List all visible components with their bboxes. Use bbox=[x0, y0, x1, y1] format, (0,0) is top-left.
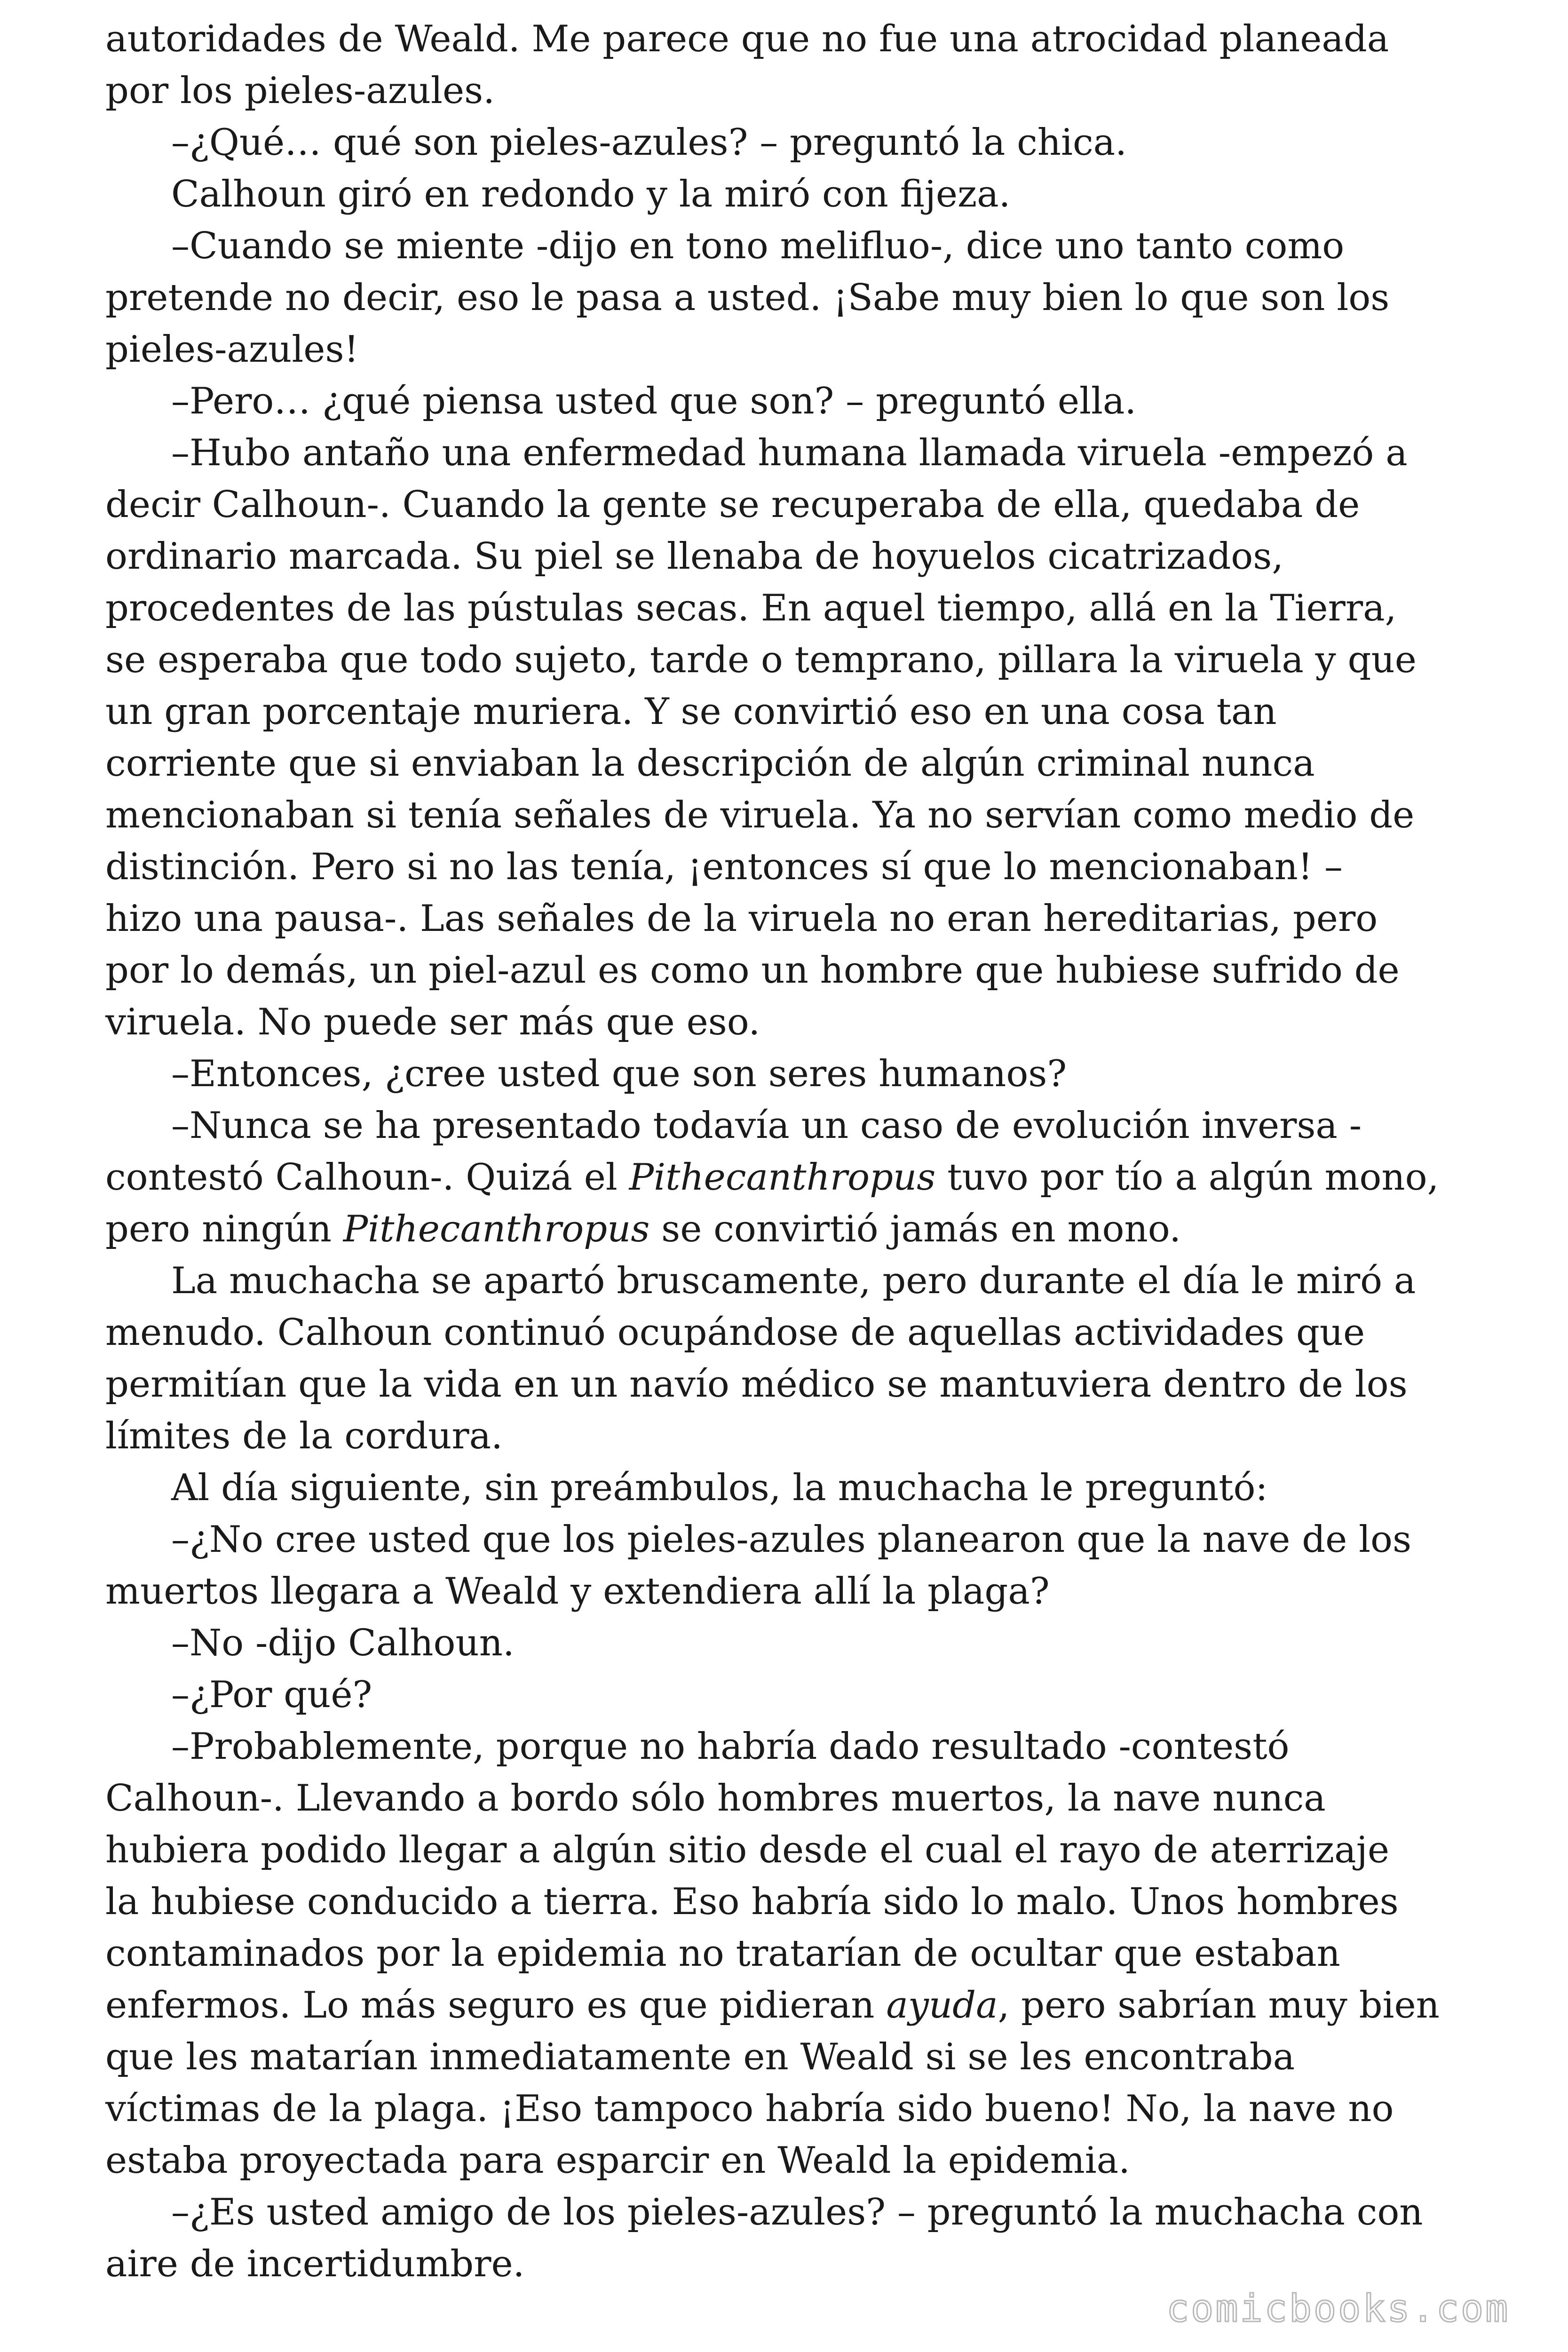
text-line bbox=[105, 1979, 1479, 2031]
text-line: –¿No cree usted que los pieles-azules planearon que la nave de los bbox=[171, 1518, 1412, 1561]
text-line: mencionaban si tenía señales de viruela. Ya no servían como medio de bbox=[105, 794, 1415, 836]
text-line: pieles-azules! bbox=[105, 328, 359, 371]
text-line: un gran porcentaje muriera. Y se convirtió eso en una cosa tan bbox=[105, 691, 1277, 733]
text-line: pretende no decir, eso le pasa a usted. ¡Sabe muy bien lo que son los bbox=[105, 277, 1390, 319]
italic-term: ayuda bbox=[886, 1984, 998, 2026]
text-line: –Cuando se miente -dijo en tono melifluo-, dice uno tanto como bbox=[171, 225, 1345, 267]
text-line: –Pero… ¿qué piensa usted que son? – preguntó ella. bbox=[171, 380, 1137, 422]
text-line: –Probablemente, porque no habría dado resultado -contestó bbox=[171, 1725, 1290, 1768]
text-segment: enfermos. Lo más seguro es que pidieran bbox=[105, 1984, 887, 2026]
text-line: viruela. No puede ser más que eso. bbox=[105, 1001, 760, 1043]
text-line: contaminados por la epidemia no tratarían de ocultar que estaban bbox=[105, 1932, 1340, 1975]
text-line: la hubiese conducido a tierra. Eso habría sido lo malo. Unos hombres bbox=[105, 1881, 1399, 1923]
text-line: menudo. Calhoun continuó ocupándose de aquellas actividades que bbox=[105, 1311, 1365, 1354]
text-segment: contestó Calhoun-. Quizá el bbox=[105, 1156, 629, 1199]
text-line: hizo una pausa-. Las señales de la viruela no eran hereditarias, pero bbox=[105, 898, 1378, 940]
text-line: ordinario marcada. Su piel se llenaba de hoyuelos cicatrizados, bbox=[105, 535, 1284, 578]
text-line: La muchacha se apartó bruscamente, pero durante el día le miró a bbox=[171, 1260, 1416, 1302]
text-line bbox=[105, 1152, 1479, 1203]
text-line: muertos llegara a Weald y extendiera allí la plaga? bbox=[105, 1570, 1050, 1613]
text-line: víctimas de la plaga. ¡Eso tampoco habría sido bueno! No, la nave no bbox=[105, 2088, 1394, 2130]
text-line: Al día siguiente, sin preámbulos, la muchacha le preguntó: bbox=[171, 1467, 1268, 1509]
text-line: decir Calhoun-. Cuando la gente se recuperaba de ella, quedaba de bbox=[105, 484, 1360, 526]
text-line: límites de la cordura. bbox=[105, 1415, 503, 1457]
page-text bbox=[105, 13, 1479, 2290]
watermark-text: comicbooks.com bbox=[1166, 2287, 1510, 2330]
text-line: –No -dijo Calhoun. bbox=[171, 1622, 515, 1664]
italic-term: Pithecanthropus bbox=[629, 1156, 936, 1199]
text-line: que les matarían inmediatamente en Weald si se les encontraba bbox=[105, 2036, 1295, 2078]
text-segment: se convirtió jamás en mono. bbox=[649, 1208, 1181, 1250]
text-line: estaba proyectada para esparcir en Weald la epidemia. bbox=[105, 2139, 1130, 2182]
text-segment: , pero sabrían muy bien bbox=[998, 1984, 1440, 2026]
text-line: corriente que si enviaban la descripción de algún criminal nunca bbox=[105, 742, 1315, 785]
text-segment: pero ningún bbox=[105, 1208, 343, 1250]
text-line: –¿Por qué? bbox=[171, 1674, 372, 1716]
text-line: se esperaba que todo sujeto, tarde o temprano, pillara la viruela y que bbox=[105, 639, 1417, 681]
text-line: –Hubo antaño una enfermedad humana llamada viruela -empezó a bbox=[171, 432, 1408, 474]
text-line: por lo demás, un piel-azul es como un hombre que hubiese sufrido de bbox=[105, 949, 1400, 992]
text-line: Calhoun giró en redondo y la miró con fijeza. bbox=[171, 173, 1011, 215]
text-line: Calhoun-. Llevando a bordo sólo hombres muertos, la nave nunca bbox=[105, 1777, 1326, 1820]
text-line: –¿Es usted amigo de los pieles-azules? – preguntó la muchacha con bbox=[171, 2191, 1423, 2233]
text-line: –¿Qué… qué son pieles-azules? – preguntó la chica. bbox=[171, 121, 1127, 164]
text-segment: tuvo por tío a algún mono, bbox=[935, 1156, 1439, 1199]
italic-term: Pithecanthropus bbox=[343, 1208, 650, 1250]
text-line: por los pieles-azules. bbox=[105, 70, 495, 112]
text-line: aire de incertidumbre. bbox=[105, 2243, 525, 2285]
text-line bbox=[105, 1203, 1479, 1255]
text-line: –Nunca se ha presentado todavía un caso de evolución inversa - bbox=[171, 1104, 1362, 1147]
text-line: procedentes de las pústulas secas. En aquel tiempo, allá en la Tierra, bbox=[105, 587, 1397, 629]
text-line: autoridades de Weald. Me parece que no fue una atrocidad planeada bbox=[105, 18, 1389, 60]
text-line: hubiera podido llegar a algún sitio desde el cual el rayo de aterrizaje bbox=[105, 1829, 1389, 1871]
text-line: –Entonces, ¿cree usted que son seres humanos? bbox=[171, 1053, 1067, 1095]
text-line: distinción. Pero si no las tenía, ¡entonces sí que lo mencionaban! – bbox=[105, 846, 1343, 888]
text-line: permitían que la vida en un navío médico se mantuviera dentro de los bbox=[105, 1363, 1408, 1406]
